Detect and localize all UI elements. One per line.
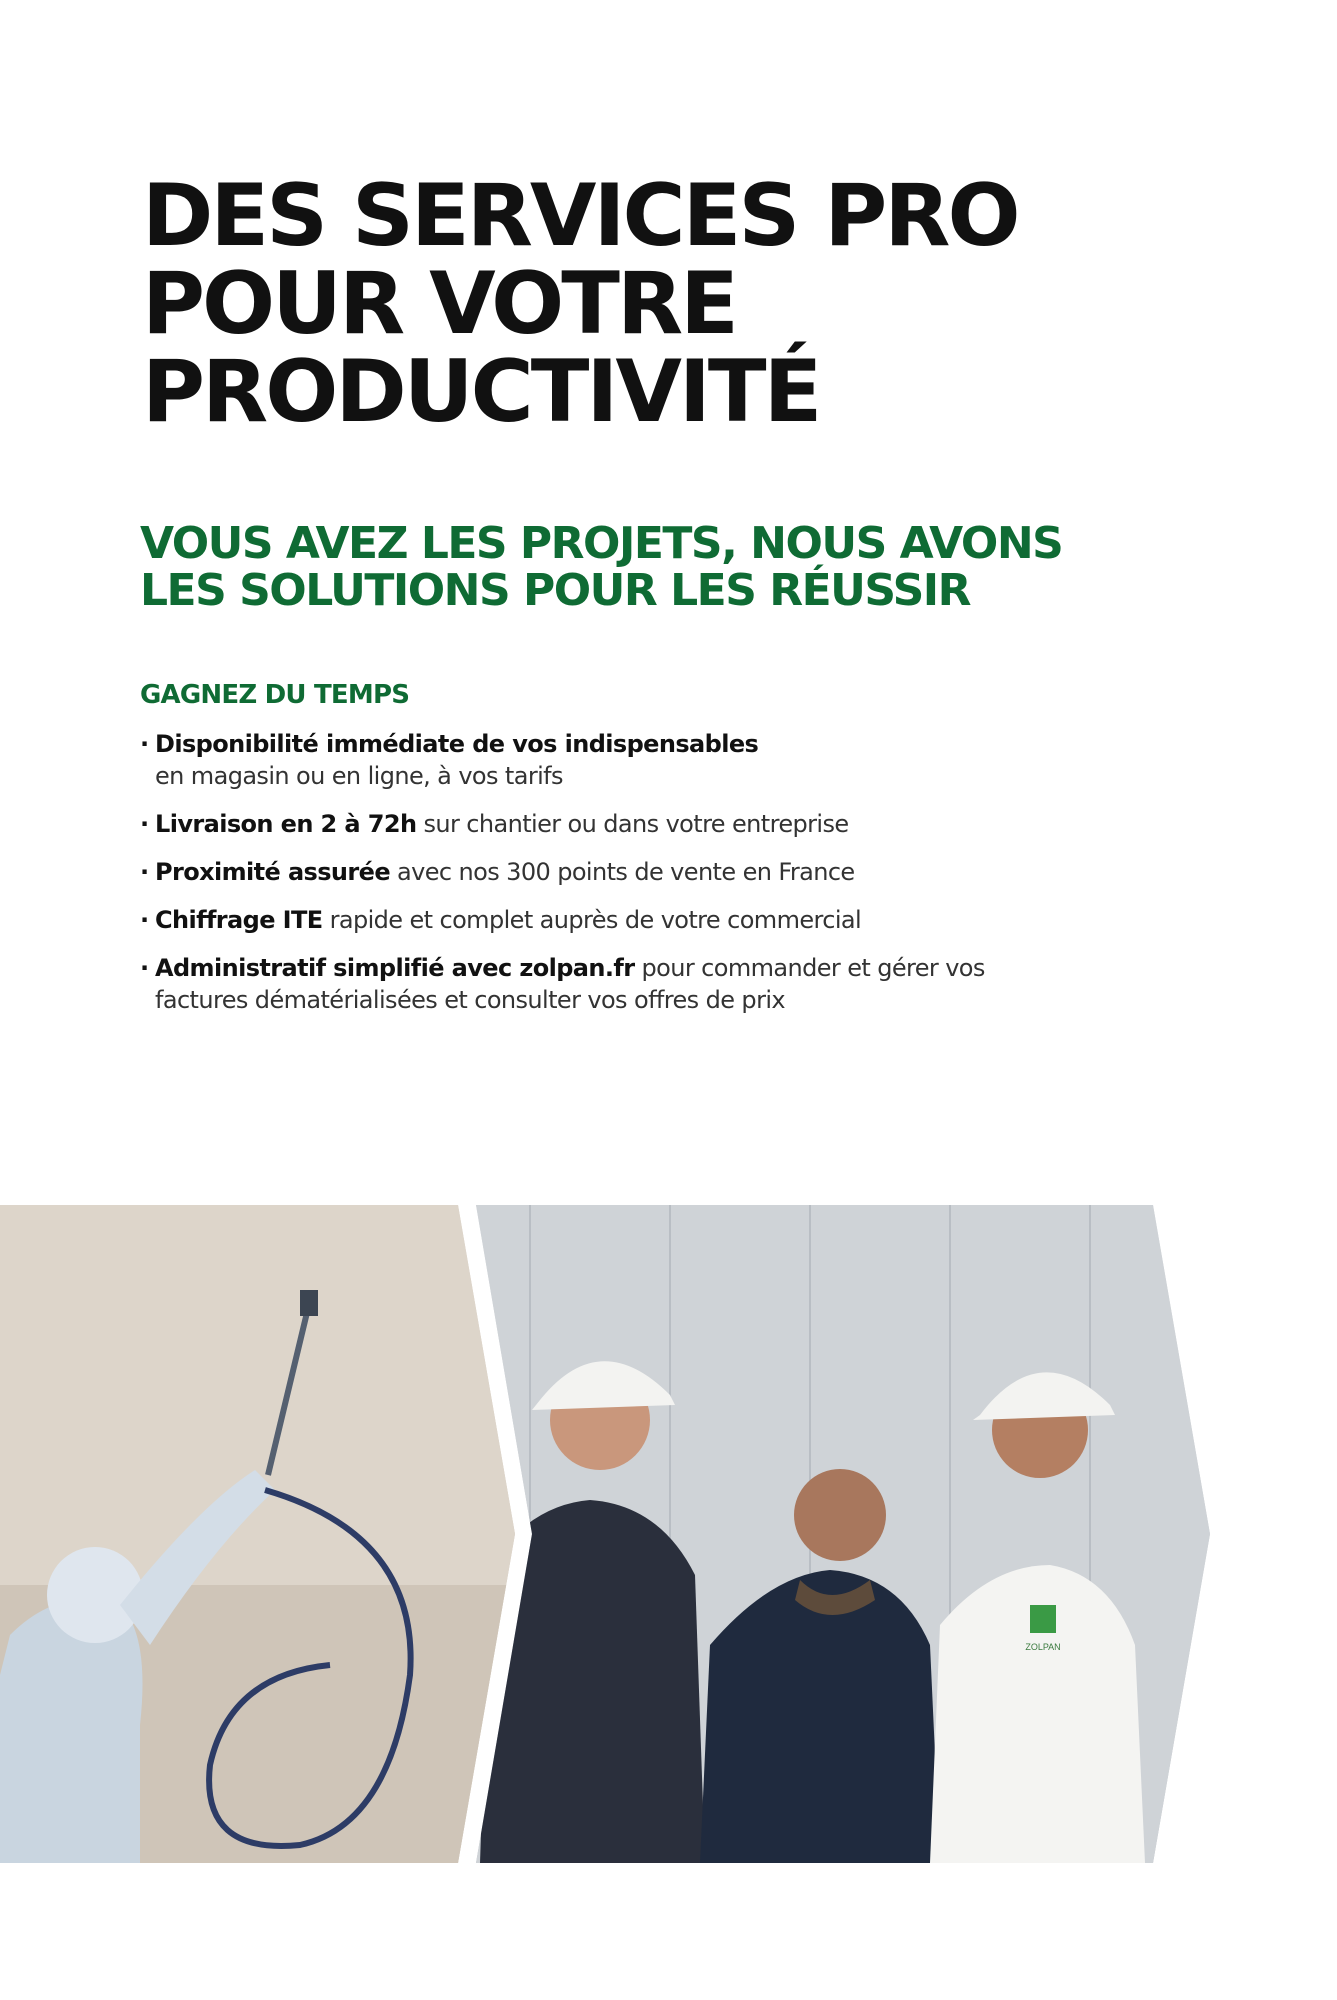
- workers-illustration: [470, 1205, 1210, 1863]
- benefit-bold: Disponibilité immédiate de vos indispensables: [155, 730, 759, 758]
- headline-line: PRODUCTIVITÉ: [142, 342, 820, 442]
- benefit-text: rapide et complet auprès de votre commercial: [329, 906, 862, 934]
- section-title: GAGNEZ DU TEMPS: [140, 680, 410, 710]
- benefit-bold: Proximité assurée: [155, 858, 391, 886]
- subheadline-line: LES SOLUTIONS POUR LES RÉUSSIR: [140, 565, 971, 616]
- photo-strip: [0, 1205, 1337, 1863]
- benefit-item: [140, 728, 1020, 792]
- painter-illustration: [0, 1205, 520, 1863]
- benefit-text: en magasin ou en ligne, à vos tarifs: [155, 762, 563, 790]
- benefit-bold: Chiffrage ITE: [155, 906, 323, 934]
- benefit-bold: Livraison en 2 à 72h: [155, 810, 417, 838]
- painter-spray-photo: [0, 1205, 520, 1863]
- benefit-bold: Administratif simplifié avec zolpan.fr: [155, 954, 635, 982]
- benefit-text: sur chantier ou dans votre entreprise: [423, 810, 849, 838]
- construction-workers-photo: [470, 1205, 1210, 1863]
- headline-line: DES SERVICES PRO: [142, 166, 1018, 266]
- benefit-item: [140, 904, 1020, 936]
- page-headline: [142, 166, 1242, 442]
- benefits-list: [140, 728, 1020, 1032]
- benefit-text: avec nos 300 points de vente en France: [397, 858, 855, 886]
- benefit-item: [140, 952, 985, 1016]
- subheadline: [140, 520, 1240, 614]
- benefit-item: [140, 808, 1020, 840]
- headline-line: POUR VOTRE: [142, 254, 736, 354]
- shirt-logo-text: ZOLPAN: [1025, 1642, 1061, 1652]
- benefit-item: [140, 856, 855, 888]
- subheadline-line: VOUS AVEZ LES PROJETS, NOUS AVONS: [140, 518, 1063, 569]
- benefit-text: pour commander et gérer vos factures dématérialisées et consulter vos offres de prix: [155, 954, 985, 1014]
